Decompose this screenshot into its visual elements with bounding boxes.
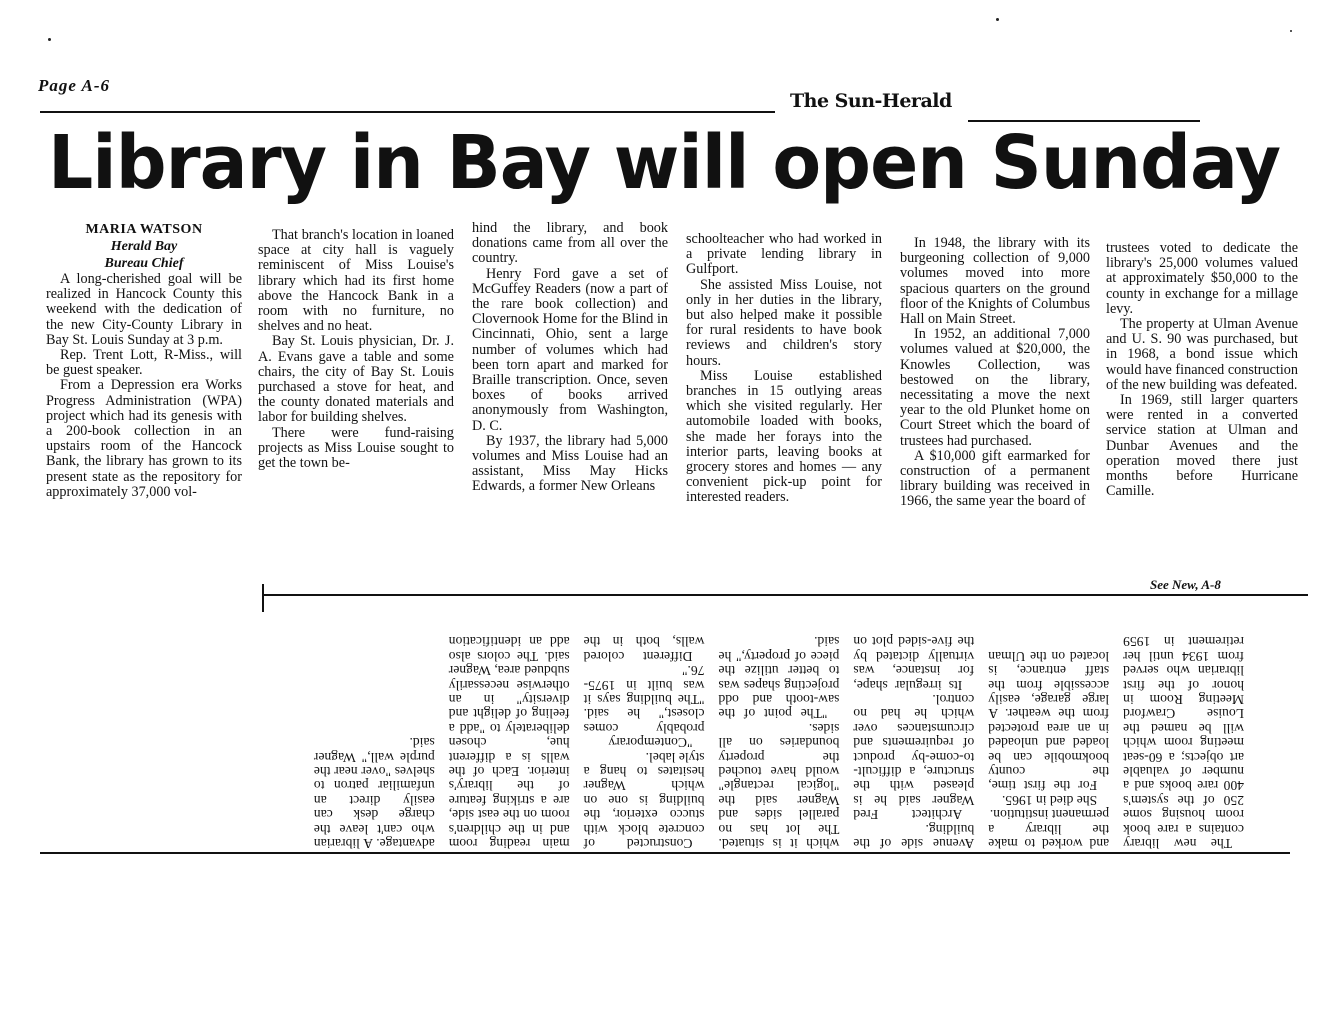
article-column-3: [472, 221, 668, 495]
scan-speck: [1290, 30, 1292, 32]
paragraph: Miss Louise established branches in 15 outlying areas which she visited regularly. Her automobile loaded with books, she made her forays into the interior parts, leaving books at grocery stores and homes — any convenient pick-up point for interested readers.: [686, 367, 882, 506]
rotated-continuation: [44, 630, 1244, 850]
paragraph: In 1948, the library with its burgeoning collection of 9,000 volumes moved into more spacious quarters on the ground floor of the Knights of Columbus Hall on Main Street.: [900, 235, 1090, 328]
paragraph: In 1969, still larger quarters were rented in a converted service station at Ulman and Dunbar Avenues and the operation moved there just months before Hurricane Camille.: [1106, 392, 1298, 500]
paragraph: hind the library, and book donations came from all over the country.: [472, 220, 668, 267]
paragraph: For the first time, the county bookmobile can be loaded and unloaded in an area protected from the weather. A large garage, easily accessible from the staff entrance, is located on the Ulman Avenue side of the building.: [853, 648, 1110, 851]
paragraph: Architect Fred Wagner said he is pleased with the structure, a difficult-to-come-by product of requirements and circumstances over which he had no control.: [853, 691, 975, 823]
paragraph: Its irregular shape, for instance, was virtually dictated by the five-sided plot on which it is situated. The lot has no parallel sides and Wagner said the "logical rectangle" would have touched the property boundaries on all sides.: [718, 634, 975, 851]
paragraph: Different colored walls, both in the main reading room and in the children's room on the east side, are a striking feature of the library's interior. Each of the walls is a different hue, chosen deliberately to "add a feeling of delight and diversity" in an otherwise necessarily subdued area, Wagner said. The colors also add an identification advantage. A librarian who can't leave the charge desk can easily direct an unfamiliar patron to shelves "over near the purple wall," Wagner said.: [313, 634, 705, 851]
paragraph: From a Depression era Works Progress Administration (WPA) project which had its genesis with a 200-book collection in an upstairs room of the Hancock Bank, the library has grown to its present state as the repository for approximately 37,000 vol-: [46, 377, 242, 500]
paragraph: The property at Ulman Avenue and U. S. 90 was purchased, but in 1968, a bond issue which would have financed construction of the new building was defeated.: [1106, 316, 1298, 393]
scan-speck: [48, 38, 51, 41]
byline: [46, 221, 242, 272]
paragraph: By 1937, the library had 5,000 volumes and Miss Louise had an assistant, Miss May Hicks Edwards, a former New Orleans: [472, 432, 668, 495]
paragraph: She died in 1965.: [1001, 792, 1098, 808]
byline-title-2: Bureau Chief: [104, 256, 184, 271]
paragraph: In 1952, an additional 7,000 volumes valued at $20,000, the Knowles Collection, was bestowed on the library, necessitating a move the next year to the old Plunket home on Court Street which the board of trustees had purchased.: [900, 326, 1090, 449]
paragraph: She assisted Miss Louise, not only in her duties in the library, but also helped make it possible for rural residents to have book reviews and children's story hours.: [686, 276, 882, 369]
paragraph: The new library contains a rare book room housing some 250 of the system's 400 rare books and a number of valuable art objects; a 60-seat meeting room which will be named the Louise Crawford Meeting Room in honor of the first librarian who served from 1934 until her retirement in 1959 and worked to make the library a permanent institution.: [988, 634, 1244, 851]
clip-divider: [262, 594, 1308, 596]
headline: Library in Bay will open Sunday: [48, 120, 1281, 206]
scan-speck: [996, 18, 999, 21]
article-column-5: [900, 236, 1090, 510]
paragraph: Henry Ford gave a set of McGuffey Readers (now a part of the rare book collection) and Clovernook Home for the Blind in Cincinnati, Ohio, sent a large number of volumes which had been torn apart and marked for Braille transcription. Once, seven boxes of books arrived anonymously from Washington, D. C.: [472, 265, 668, 434]
bottom-rule: [40, 852, 1290, 854]
masthead: The Sun-Herald: [790, 90, 952, 112]
article-column-1: [46, 272, 242, 500]
paragraph: "The point of the saw-tooth and odd projecting shapes was to better utilize the piece of property," he said.: [718, 634, 840, 722]
article-column-2: [258, 228, 454, 471]
page-number: Page A-6: [38, 76, 111, 95]
paragraph: Rep. Trent Lott, R-Miss., will be guest speaker.: [46, 347, 242, 379]
paragraph: That branch's location in loaned space at city hall is vaguely reminiscent of Miss Louise's library which had its first home above the Hancock Bank in a room with no furniture, no shelves and no heat.: [258, 227, 454, 335]
byline-name: MARIA WATSON: [85, 222, 203, 237]
continuation-note: See New, A-8: [1150, 577, 1221, 592]
paragraph: Constructed of concrete block with stucco exterior, the building is one on which Wagner hesitates to hang a style label.: [583, 749, 705, 851]
paragraph: schoolteacher who had worked in a private lending library in Gulfport.: [686, 231, 882, 278]
paragraph: trustees voted to dedicate the library's 25,000 volumes valued at approximately $50,000 to the county in exchange for a millage levy.: [1106, 240, 1298, 317]
header-rule-left: [40, 111, 775, 113]
paragraph: A $10,000 gift earmarked for construction of a permanent library building was received in 1966, the same year the board of: [900, 447, 1090, 510]
byline-title-1: Herald Bay: [110, 239, 178, 254]
paragraph: A long-cherished goal will be realized in Hancock County this weekend with the dedication of the new City-County Library in Bay St. Louis Sunday at 3 p.m.: [46, 271, 242, 348]
article-column-6: [1106, 241, 1298, 499]
article-column-4: [686, 232, 882, 506]
paragraph: Bay St. Louis physician, Dr. J. A. Evans gave a table and some chairs, the city of Bay St. Louis purchased a stove for heat, and the county donated materials and labor for building shelves.: [258, 333, 454, 426]
paragraph: There were fund-raising projects as Miss Louise sought to get the town be-: [258, 424, 454, 472]
clip-divider-tick: [262, 584, 264, 612]
paragraph: "Contemporary probably comes closest," he said. "The building says it was built in 1975-76.": [583, 663, 705, 751]
